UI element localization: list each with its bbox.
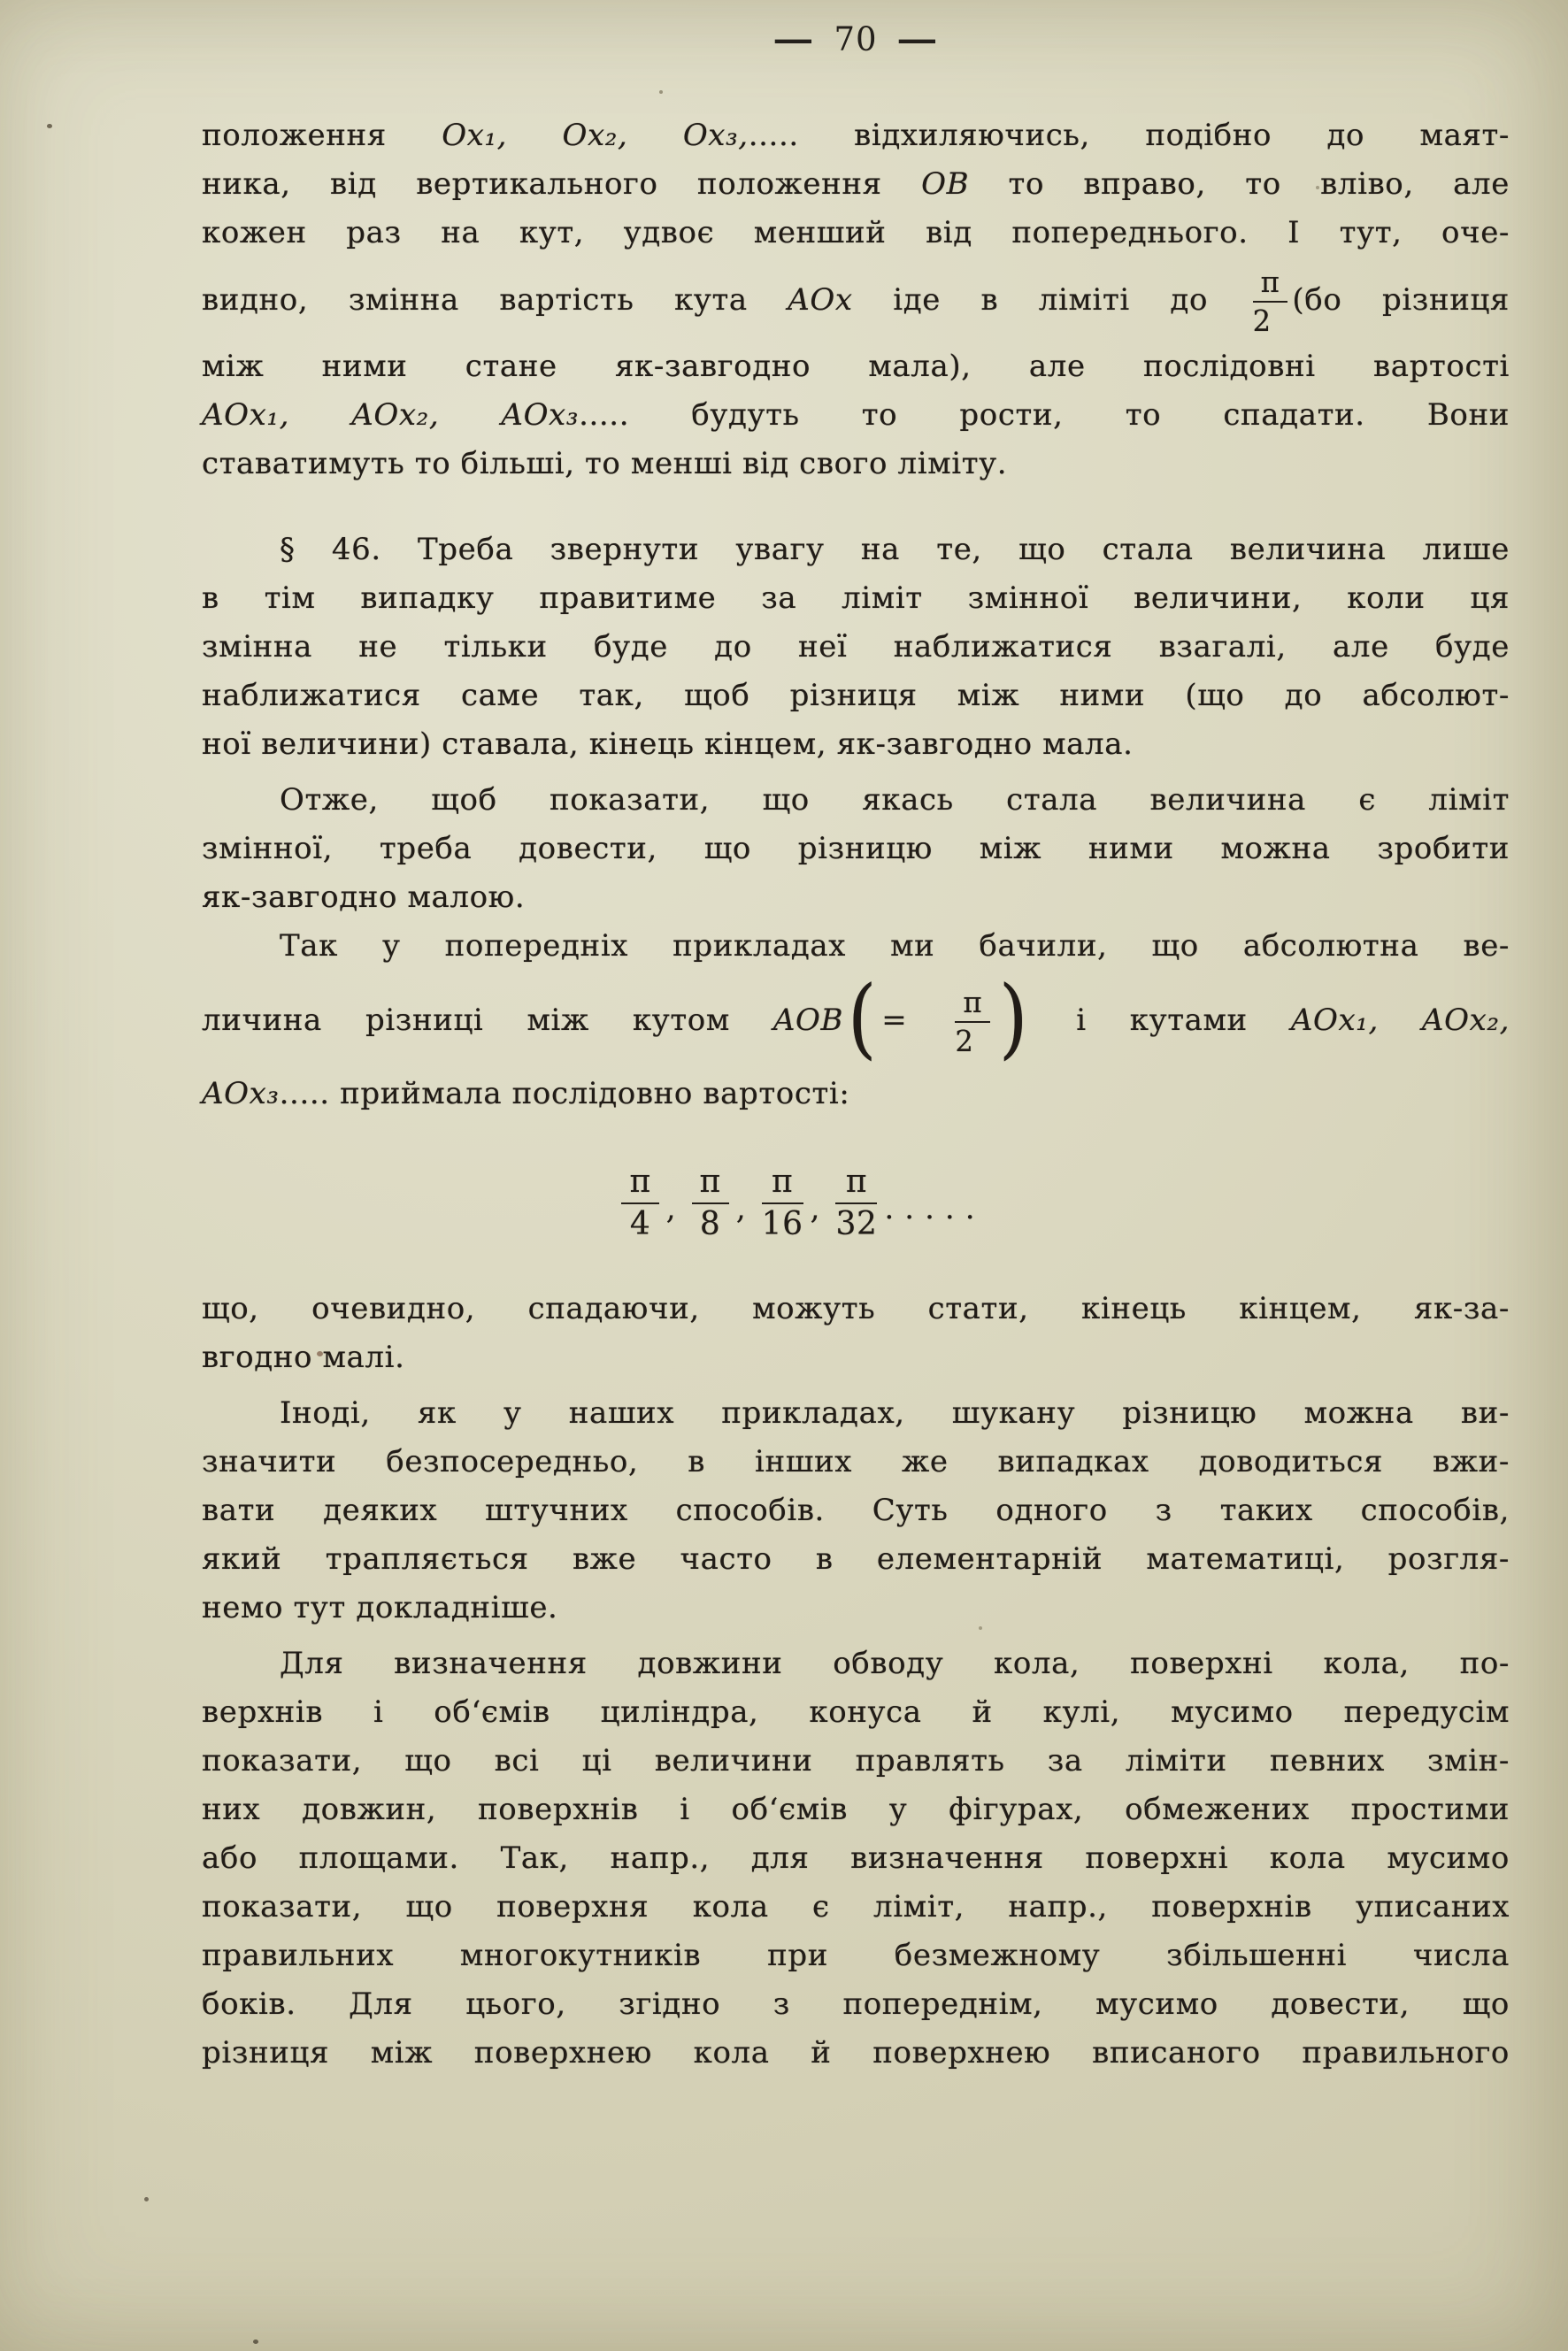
body-text: видно, змінна вартість кута <box>202 282 788 318</box>
header-dash-left: — <box>772 19 816 58</box>
text-line <box>202 922 1510 971</box>
header-dash-right: — <box>895 19 939 58</box>
text-line <box>202 1535 1510 1584</box>
text-line <box>202 160 1510 209</box>
text-line <box>202 1932 1510 1980</box>
paper-speck <box>47 124 52 128</box>
text-line <box>202 209 1510 257</box>
text-line <box>202 2029 1510 2078</box>
math-text: Ox₁, Ox₂, Ox₃, <box>442 118 749 153</box>
text-line <box>202 111 1510 160</box>
body-text: що, очевидно, спадаючи, можуть стати, кінець кінцем, як-за- <box>202 1291 1510 1326</box>
text-line <box>202 623 1510 672</box>
math-text: AOx₁, AOx₂, AOx₃ <box>202 397 580 433</box>
fraction-numerator: π <box>1253 266 1288 303</box>
body-text: і кутами <box>1033 1003 1291 1038</box>
paper-speck <box>659 90 663 94</box>
text-line <box>202 672 1510 720</box>
body-text: змінна не тільки буде до неї наближатися взагалі, але буде <box>202 629 1510 665</box>
body-text: значити безпосередньо, в інших же випадках доводиться вжи- <box>202 1444 1510 1479</box>
fraction-denominator: 4 <box>629 1206 651 1242</box>
body-text: вгодно малі. <box>202 1340 405 1375</box>
body-text: який трапляється вже часто в елементарній математиці, розгля- <box>202 1541 1510 1577</box>
paper-speck <box>253 2339 258 2344</box>
text-line <box>202 1389 1510 1438</box>
body-text: показати, що всі ці величини правлять за ліміти певних змін- <box>202 1743 1510 1779</box>
text-line <box>202 1980 1510 2029</box>
page-number: 70 <box>834 20 878 58</box>
body-text: ника, від вертикального положення <box>202 166 922 202</box>
body-text: , <box>665 1191 687 1226</box>
body-text: ..... приймала послідовно вартості: <box>279 1076 850 1111</box>
text-line <box>202 873 1510 922</box>
fraction-denominator: 16 <box>761 1206 803 1242</box>
fraction <box>621 1164 658 1243</box>
text-line <box>202 1640 1510 1688</box>
text-line <box>202 1584 1510 1633</box>
body-text: (бо різниця <box>1292 282 1510 318</box>
fraction-denominator: 2 <box>955 1025 974 1058</box>
text-line <box>202 1737 1510 1786</box>
body-text: немо тут докладніше. <box>202 1590 558 1625</box>
body-text: ..... будуть то рости, то спадати. Вони <box>579 397 1510 433</box>
math-text: AOx <box>788 282 853 318</box>
text-line <box>202 526 1510 574</box>
body-text: Отже, щоб показати, що якась стала величина є ліміт <box>280 782 1510 818</box>
body-text: положення <box>202 118 442 153</box>
fraction <box>692 1164 729 1243</box>
body-text: іде в ліміті до <box>852 282 1249 318</box>
text-line <box>202 1487 1510 1535</box>
fraction <box>835 1164 877 1243</box>
body-text: вати деяких штучних способів. Суть одного з таких способів, <box>202 1493 1510 1528</box>
math-text: AOx₁, AOx₂, <box>1290 1003 1510 1038</box>
fraction-numerator: π <box>621 1164 658 1204</box>
body-text: Для визначення довжини обводу кола, поверхні кола, по- <box>280 1646 1510 1681</box>
body-text: верхнів і об‘ємів циліндра, конуса й кулі, мусимо передусім <box>202 1694 1510 1730</box>
text-line <box>202 1333 1510 1382</box>
text-line <box>202 825 1510 873</box>
body-text: в тім випадку правитиме за ліміт змінної величини, коли ця <box>202 580 1510 616</box>
text-block <box>202 111 1510 2078</box>
fraction-numerator: π <box>762 1164 803 1204</box>
body-text: § 46. Треба звернути увагу на те, що стала величина лише <box>280 532 1510 567</box>
body-text: ..... відхиляючись, подібно до маят- <box>748 118 1510 153</box>
body-text: = <box>881 1003 951 1038</box>
text-line <box>202 1883 1510 1932</box>
text-line <box>202 1834 1510 1883</box>
body-text: ..... <box>884 1191 986 1226</box>
text-line <box>202 342 1510 391</box>
body-text: них довжин, поверхнів і об‘ємів у фігурах, обмежених простими <box>202 1792 1510 1827</box>
body-text: то вправо, то вліво, але <box>969 166 1510 202</box>
body-text: , <box>735 1191 757 1226</box>
text-line: личина різниці між кутом AOB( = $\frac{\pi}{2}$ ) і кутами AOx₁, AOx₂, <box>202 967 1510 1069</box>
text-line <box>202 257 1510 342</box>
fraction-numerator: π <box>692 1164 729 1204</box>
fraction-denominator: 32 <box>835 1206 878 1242</box>
fraction <box>955 987 990 1057</box>
fraction-numerator: π <box>955 987 990 1023</box>
body-text: боків. Для цього, згідно з попереднім, мусимо довести, що <box>202 1986 1510 2022</box>
math-text: OB <box>921 166 970 202</box>
text-line <box>202 776 1510 825</box>
fraction <box>1253 266 1288 337</box>
body-text: наближатися саме так, щоб різниця між ними (що до абсолют- <box>202 678 1510 713</box>
body-text: різниця між поверхнею кола й поверхнею вписаного правильного <box>202 2035 1510 2071</box>
body-text: змінної, треба довести, що різницю між ними можна зробити <box>202 831 1510 866</box>
body-text: показати, що поверхня кола є ліміт, напр., поверхнів уписаних <box>202 1889 1510 1925</box>
formula-line <box>147 1154 1455 1253</box>
body-text: ної величини) ставала, кінець кінцем, як-завгодно мала. <box>202 726 1134 762</box>
text-line <box>202 440 1510 488</box>
fraction-numerator: π <box>835 1164 877 1204</box>
fraction-denominator: 2 <box>1252 304 1272 338</box>
text-line <box>202 574 1510 623</box>
body-text: ставатимуть то більші, то менші від свого ліміту. <box>202 446 1008 481</box>
page-header <box>202 19 1510 58</box>
text-line <box>202 720 1510 769</box>
body-text: , <box>810 1191 831 1226</box>
body-text: личина різниці між кутом <box>202 1003 773 1038</box>
text-line <box>202 1786 1510 1834</box>
fraction-denominator: 8 <box>699 1206 721 1242</box>
body-text: як-завгодно малою. <box>202 880 526 915</box>
body-text: Так у попередніх прикладах ми бачили, що абсолютна ве- <box>280 928 1510 964</box>
body-text: Іноді, як у наших прикладах, шукану різницю можна ви- <box>280 1395 1510 1431</box>
text-line <box>202 1688 1510 1737</box>
body-text: або площами. Так, напр., для визначення поверхні кола мусимо <box>202 1840 1510 1876</box>
text-line <box>202 1070 1510 1118</box>
text-line <box>202 391 1510 440</box>
body-text: правильних многокутників при безмежному збільшенні числа <box>202 1938 1510 1973</box>
math-text: AOx₃ <box>202 1076 280 1111</box>
body-text: кожен раз на кут, удвоє менший від попереднього. І тут, оче- <box>202 215 1510 250</box>
math-text: AOB <box>772 1003 844 1038</box>
body-text: між ними стане як-завгодно мала), але послідовні вартості <box>202 349 1510 384</box>
text-line <box>202 1285 1510 1333</box>
paper-speck <box>144 2197 149 2201</box>
text-line <box>202 1438 1510 1487</box>
fraction <box>762 1164 803 1243</box>
